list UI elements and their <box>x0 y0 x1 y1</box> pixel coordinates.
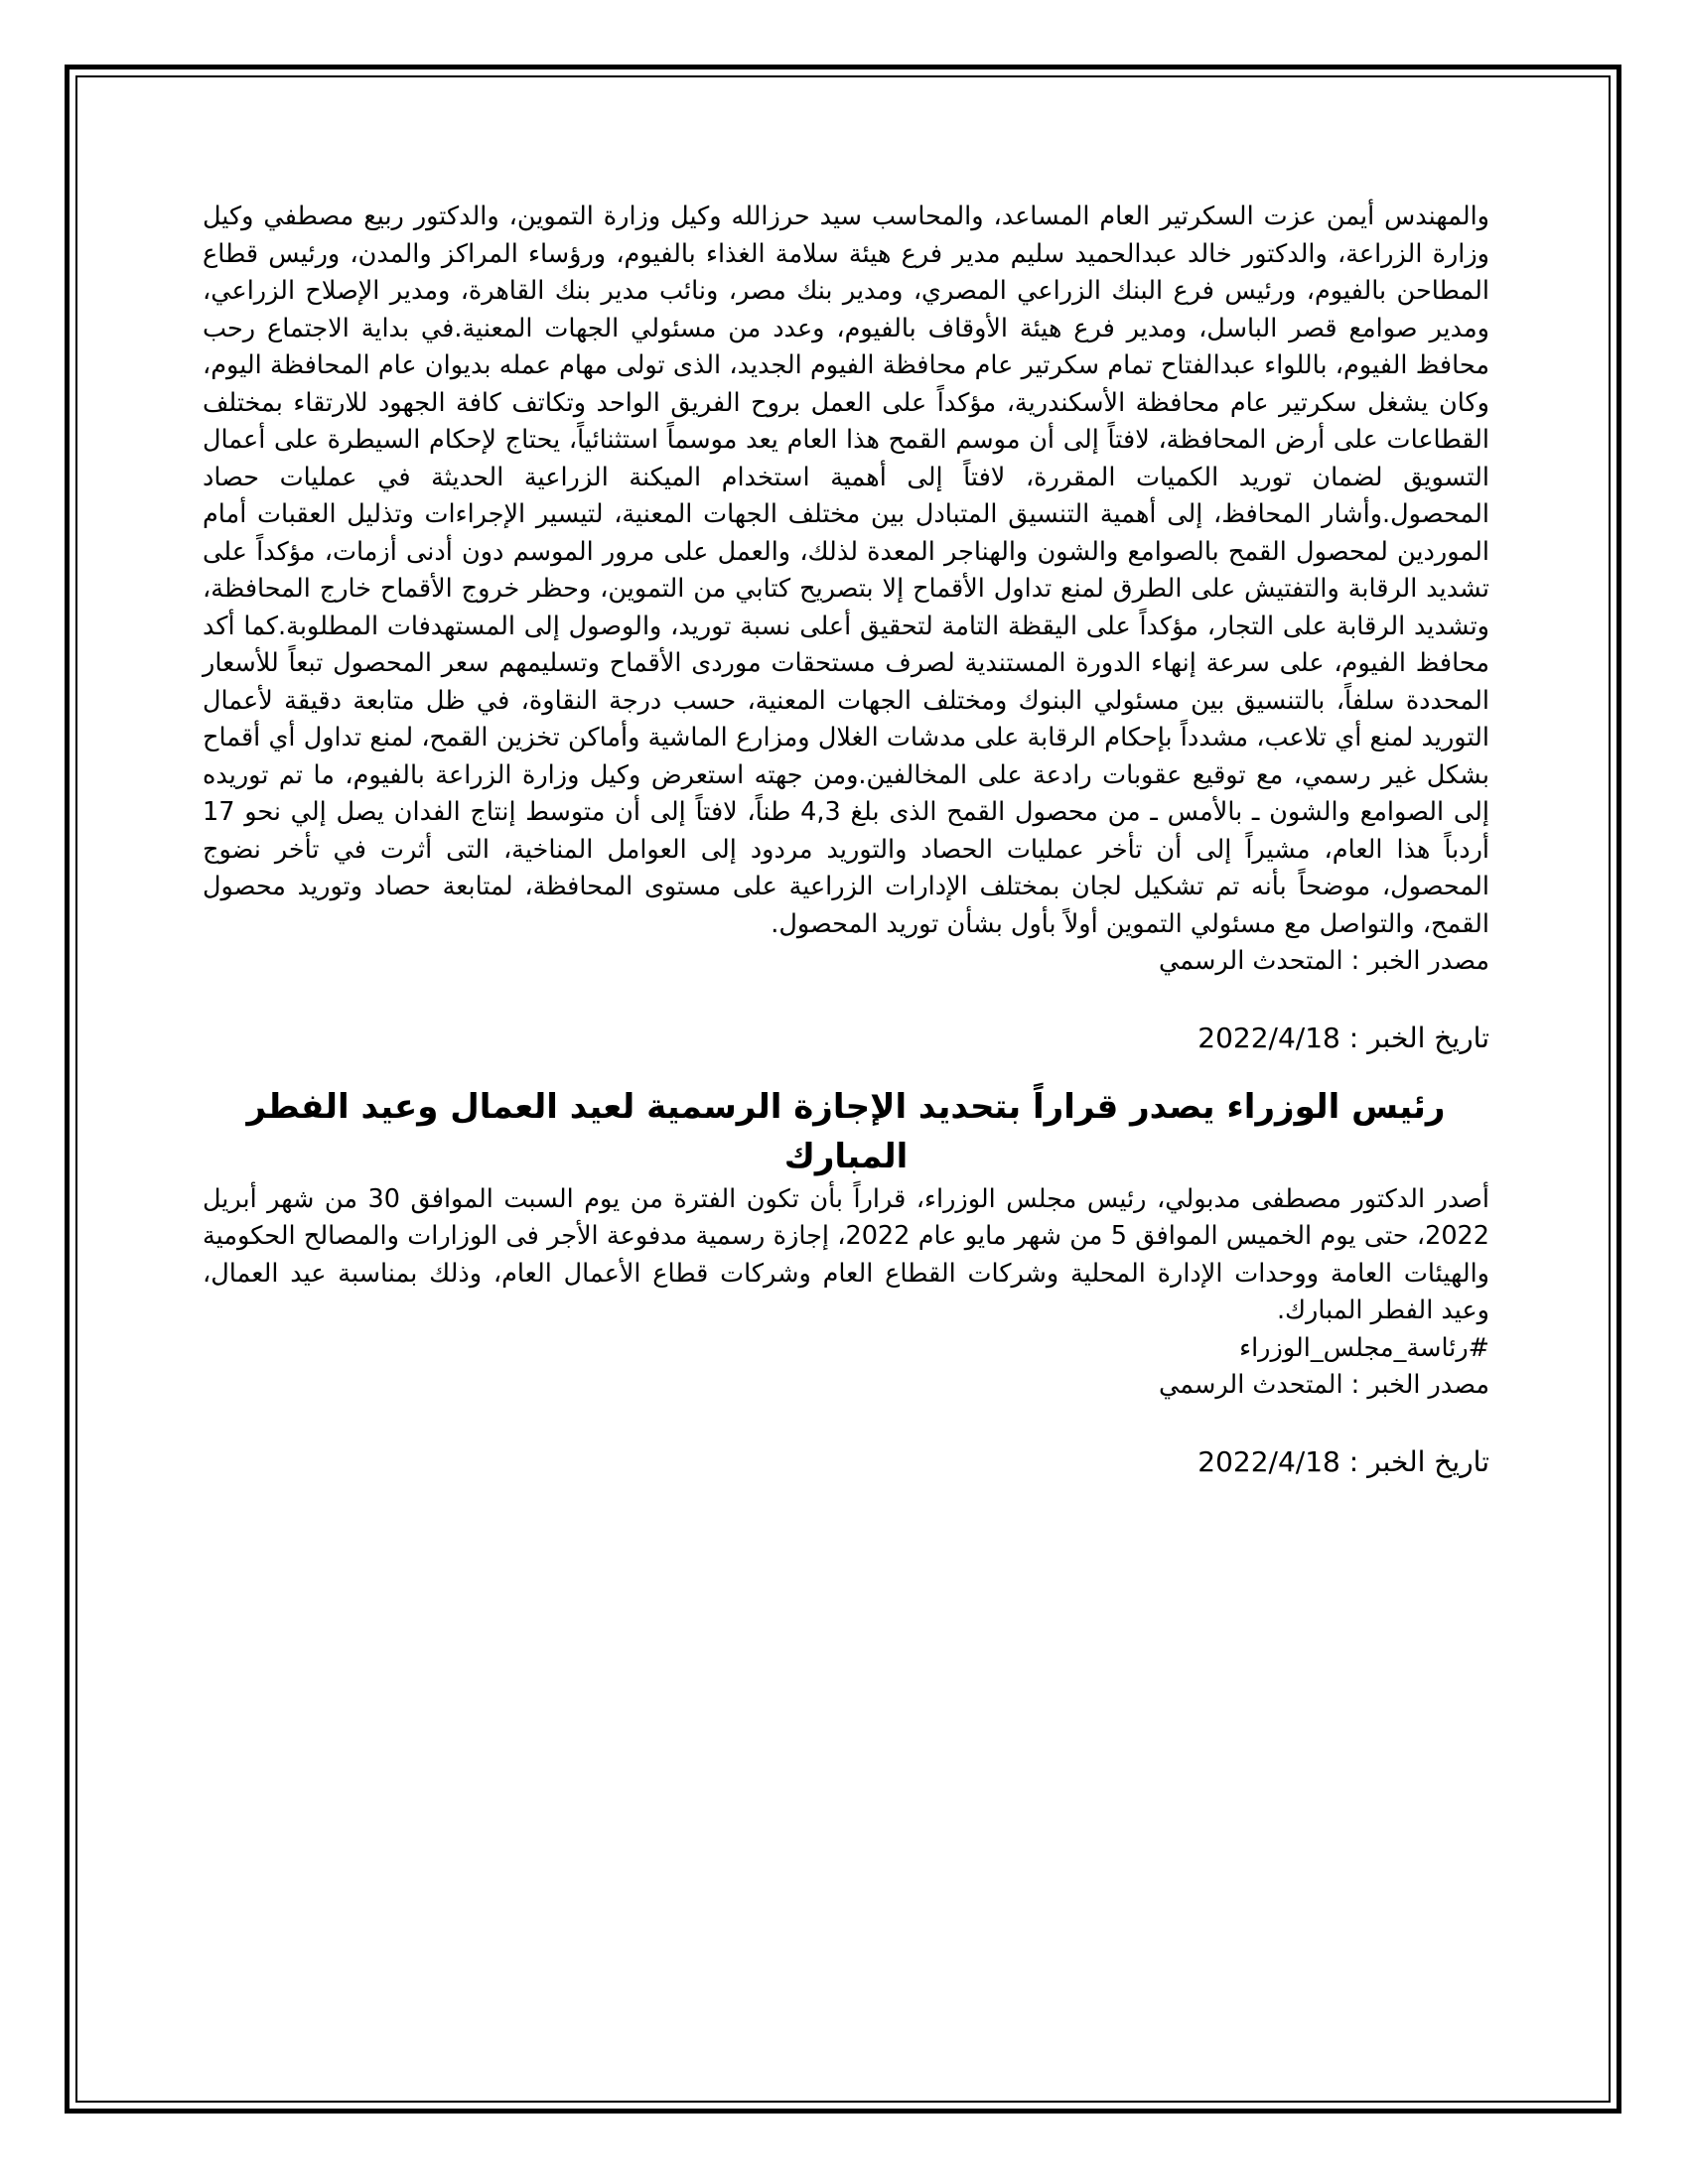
article1-source: مصدر الخبر : المتحدث الرسمي <box>1159 946 1489 976</box>
article2-source: مصدر الخبر : المتحدث الرسمي <box>1159 1370 1489 1400</box>
article1-date: تاريخ الخبر : 2022/4/18 <box>1197 1021 1489 1054</box>
spacer <box>203 1405 1489 1442</box>
article2-headline: رئيس الوزراء يصدر قراراً بتحديد الإجازة الرسمية لعيد العمال وعيد الفطر المبارك <box>246 1086 1446 1176</box>
article2-date: تاريخ الخبر : 2022/4/18 <box>1197 1444 1489 1478</box>
spacer <box>203 981 1489 1019</box>
article1-body: والمهندس أيمن عزت السكرتير العام المساعد، والمحاسب سيد حرزالله وكيل وزارة التموين، والدكتور ربيع مصطفي وكيل وزارة الزراعة، والدكتور خالد عبدالحميد سليم مدير فرع هيئة سلامة الغذاء بالفيوم، ورؤساء المراكز والمدن، ورئيس قطاع المطاحن بالفيوم، ورئيس فرع البنك الزراعي المصري، ومدير بنك مصر، ونائب مدير بنك القاهرة، ومدير الإصلاح الزراعي، ومدير صوامع قصر الباسل، ومدير فرع هيئة الأوقاف بالفيوم، وعدد من مسئولي الجهات المعنية.في بداية الاجتماع رحب محافظ الفيوم، باللواء عبدالفتاح تمام سكرتير عام محافظة الفيوم الجديد، الذى تولى مهام عمله بديوان عام المحافظة اليوم، وكان يشغل سكرتير عام محافظة الأسكندرية، مؤكداً على العمل بروح الفريق الواحد وتكاتف كافة الجهود للارتقاء بمختلف القطاعات على أرض المحافظة، لافتاً إلى أن موسم القمح هذا العام يعد موسماً استثنائياً، يحتاج لإحكام السيطرة على أعمال التسويق لضمان توريد الكميات المقررة، لافتاً إلى أهمية استخدام الميكنة الزراعية الحديثة في عمليات حصاد المحصول.وأشار المحافظ، إلى أهمية التنسيق المتبادل بين مختلف الجهات المعنية، لتيسير الإجراءات وتذليل العقبات أمام الموردين لمحصول القمح بالصوامع والشون والهناجر المعدة لذلك، والعمل على مرور الموسم دون أدنى أزمات، مؤكداً على تشديد الرقابة والتفتيش على الطرق لمنع تداول الأقماح إلا بتصريح كتابي من التموين، وحظر خروج الأقماح خارج المحافظة، وتشديد الرقابة على التجار، مؤكداً على اليقظة التامة لتحقيق أعلى نسبة توريد، والوصول إلى المستهدفات المطلوبة.كما أكد محافظ الفيوم، على سرعة إنهاء الدورة المستندية لصرف مستحقات موردى الأقماح وتسليمهم سعر المحصول تبعاً للأسعار المحددة سلفاً، بالتنسيق بين مسئولي البنوك ومختلف الجهات المعنية، حسب درجة النقاوة، في ظل متابعة دقيقة لأعمال التوريد لمنع أي تلاعب، مشدداً بإحكام الرقابة على مدشات الغلال ومزارع الماشية وأماكن تخزين القمح، لمنع تداول أي أقماح بشكل غير رسمي، مع توقيع عقوبات رادعة على المخالفين.ومن جهته استعرض وكيل وزارة الزراعة بالفيوم، ما تم توريده إلى الصوامع والشون ـ بالأمس ـ من محصول القمح الذى بلغ 4,3 طناً، لافتاً إلى أن متوسط إنتاج الفدان يصل إلي نحو 17 أردباً هذا العام، مشيراً إلى أن تأخر عمليات الحصاد والتوريد مردود إلى العوامل المناخية، التى أثرت في تأخر نضوج المحصول، موضحاً بأنه تم تشكيل لجان بمختلف الإدارات الزراعية على مستوى المحافظة، لمتابعة حصاد وتوريد محصول القمح، والتواصل مع مسئولي التموين أولاً بأول بشأن توريد المحصول. <box>203 202 1489 939</box>
spacer <box>203 1058 1489 1082</box>
article2-body: أصدر الدكتور مصطفى مدبولي، رئيس مجلس الوزراء، قراراً بأن تكون الفترة من يوم السبت الموافق 30 من شهر أبريل 2022، حتى يوم الخميس الموافق 5 من شهر مايو عام 2022، إجازة رسمية مدفوعة الأجر فى الوزارات والمصالح الحكومية والهيئات العامة ووحدات الإدارة المحلية وشركات القطاع العام وشركات قطاع الأعمال العام، وذلك بمناسبة عيد العمال، وعيد الفطر المبارك. <box>203 1183 1489 1325</box>
document-content <box>203 199 1489 1482</box>
article2-hashtag: #رئاسة_مجلس_الوزراء <box>1239 1332 1489 1363</box>
